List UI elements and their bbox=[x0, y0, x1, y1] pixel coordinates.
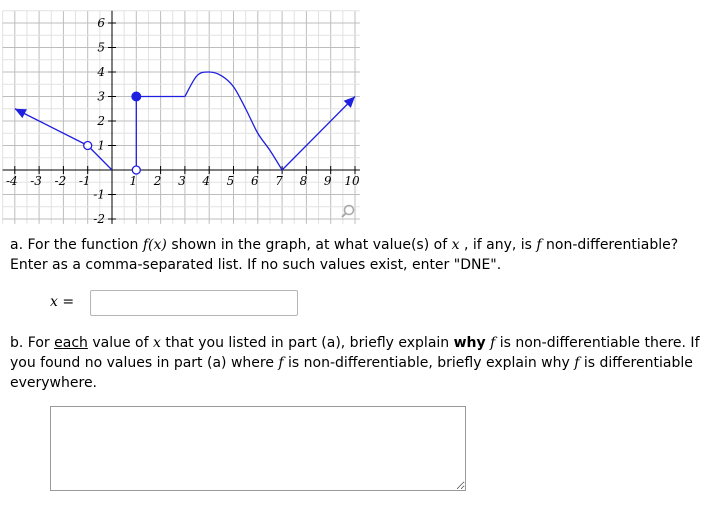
x-tick-label: 3 bbox=[178, 174, 186, 188]
part-b-mid3: is non-differentiable there. If you found no values in part (a) where bbox=[10, 335, 700, 371]
y-tick-label: -1 bbox=[93, 187, 105, 202]
x-tick-label: 8 bbox=[299, 174, 308, 188]
grid-lines bbox=[3, 11, 360, 224]
closed-point bbox=[132, 92, 141, 101]
x-tick-label: 9 bbox=[323, 174, 332, 188]
x-tick-label: 7 bbox=[275, 174, 283, 188]
x-tick-label: 10 bbox=[344, 174, 360, 188]
explanation-textarea[interactable] bbox=[50, 406, 466, 491]
part-b-suffix: is differentiable everywhere. bbox=[10, 355, 693, 391]
y-tick-label: 5 bbox=[97, 40, 105, 55]
part-b-prefix: b. For bbox=[10, 335, 55, 351]
part-b-mid1: value of bbox=[87, 335, 153, 351]
x-tick-label: 5 bbox=[226, 174, 235, 188]
part-b-mid2: that you listed in part (a), briefly explain bbox=[160, 335, 454, 351]
question-part-b bbox=[10, 333, 710, 393]
function-graph bbox=[0, 0, 370, 225]
part-a-f: f bbox=[536, 237, 542, 253]
part-b-each: each bbox=[54, 335, 88, 351]
x-tick-label: -3 bbox=[30, 174, 42, 188]
part-a-suffix: non-differentiable? Enter as a comma-separated list. If no such values exist, enter "DNE". bbox=[10, 237, 679, 273]
answer-input[interactable] bbox=[90, 290, 298, 316]
part-b-f1: f bbox=[490, 335, 496, 351]
question-part-a bbox=[10, 235, 710, 275]
part-a-prefix: a. For the function bbox=[10, 237, 143, 253]
part-b-why: why bbox=[453, 335, 486, 351]
part-b-mid4: is non-differentiable, briefly explain why bbox=[283, 355, 575, 371]
y-tick-label: 2 bbox=[97, 114, 105, 128]
x-tick-label: 1 bbox=[129, 174, 138, 188]
x-tick-label: -4 bbox=[5, 174, 18, 188]
part-a-function: f(x) bbox=[142, 237, 167, 253]
y-tick-label: -2 bbox=[93, 212, 105, 225]
part-b-x: x bbox=[152, 335, 161, 351]
x-tick-label: 6 bbox=[250, 174, 259, 188]
part-a-mid2: , if any, is bbox=[459, 237, 537, 253]
x-tick-label: -2 bbox=[54, 174, 67, 188]
y-tick-label: 3 bbox=[97, 89, 105, 104]
x-tick-label: 4 bbox=[202, 174, 211, 188]
y-tick-label: 1 bbox=[97, 138, 105, 153]
x-tick-label: 2 bbox=[153, 174, 162, 188]
y-tick-label: 6 bbox=[97, 16, 105, 30]
y-tick-label: 4 bbox=[97, 65, 105, 79]
part-a-x: x bbox=[451, 237, 460, 253]
part-b-f2: f bbox=[278, 355, 284, 371]
open-point bbox=[132, 166, 140, 174]
open-point bbox=[84, 142, 92, 150]
part-a-mid1: shown in the graph, at what value(s) of bbox=[166, 237, 452, 253]
part-b-f3: f bbox=[574, 355, 580, 371]
answer-label: x = bbox=[50, 294, 75, 310]
x-tick-label: -1 bbox=[78, 174, 91, 188]
